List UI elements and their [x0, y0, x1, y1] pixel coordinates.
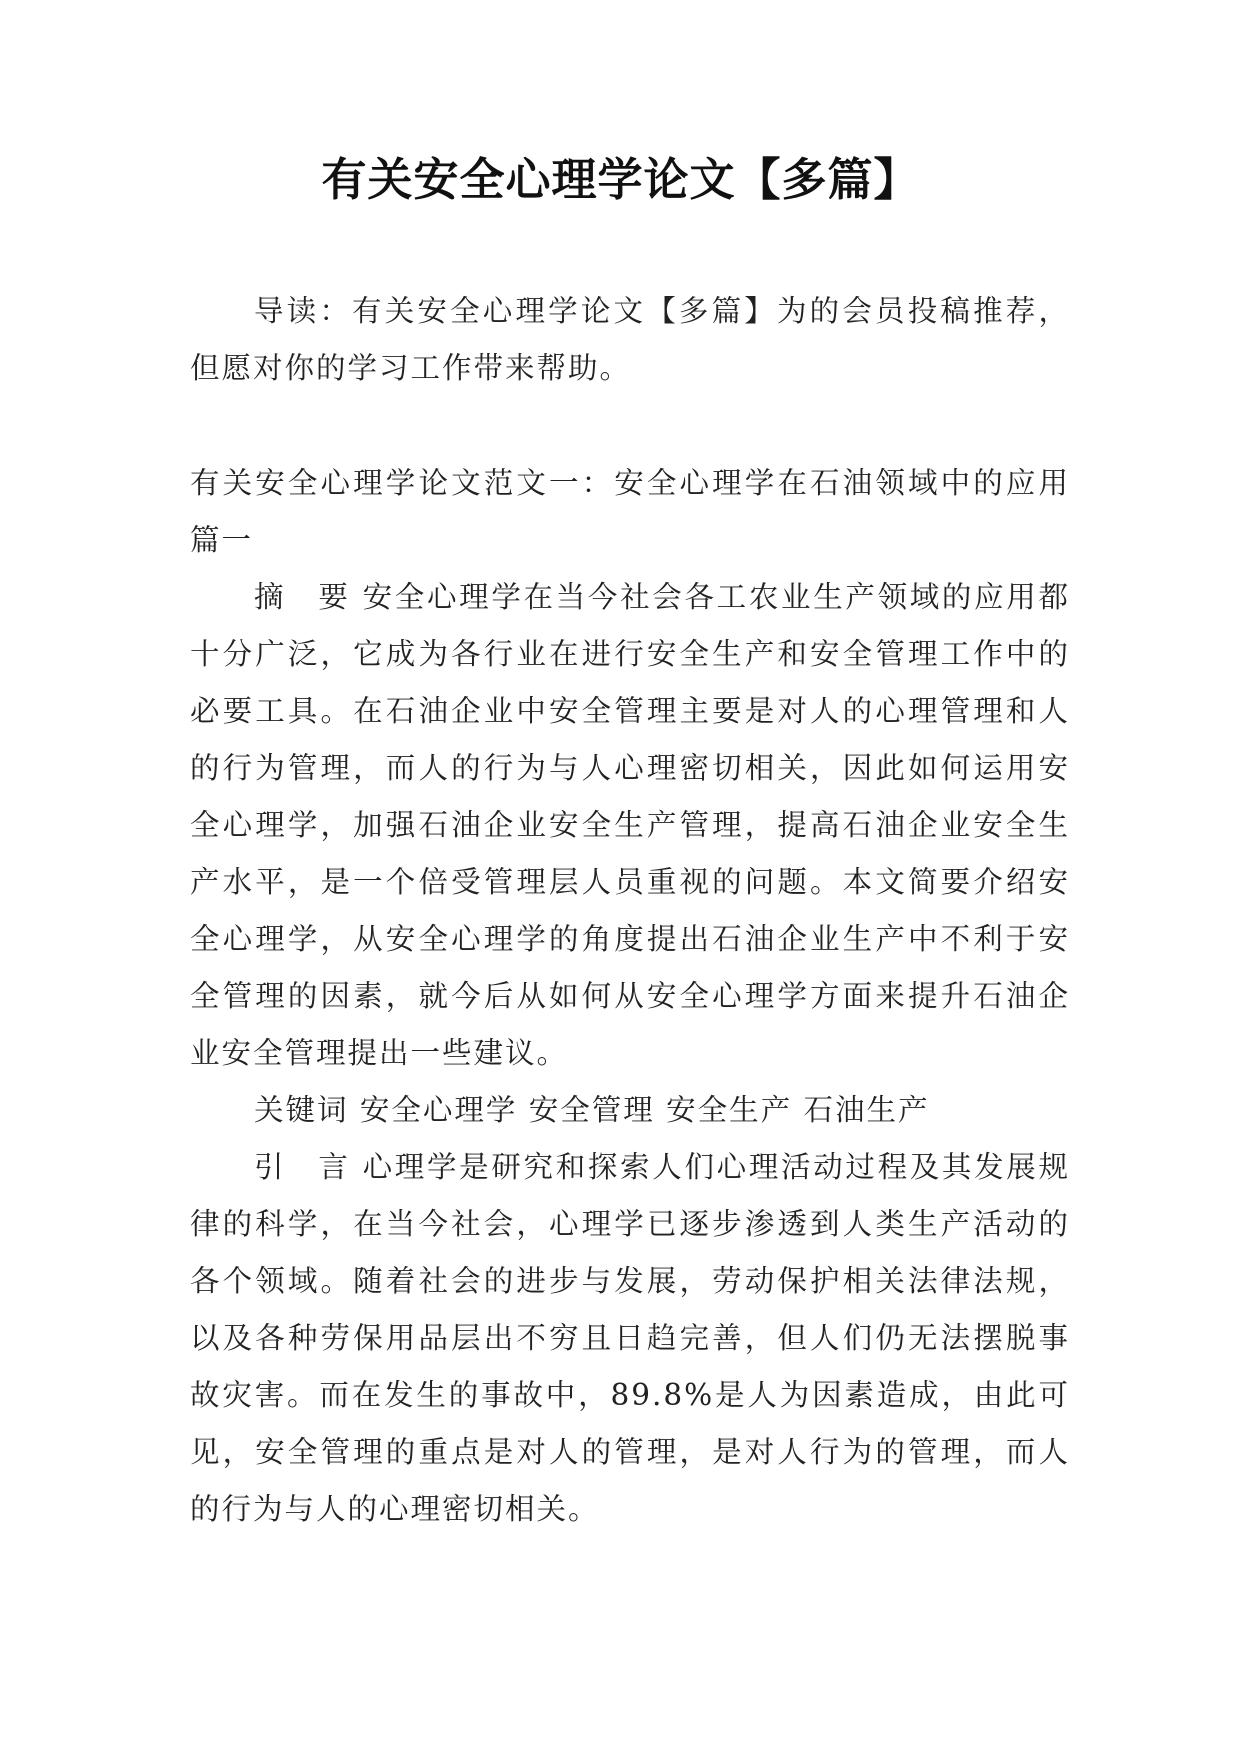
- keywords-paragraph: 关键词 安全心理学 安全管理 安全生产 石油生产: [254, 1093, 930, 1127]
- section-heading: 有关安全心理学论文范文一：安全心理学在石油领域中的应用 篇一: [190, 466, 1070, 557]
- introduction-paragraph: 引 言 心理学是研究和探索人们心理活动过程及其发展规律的科学，在当今社会，心理学已逐步渗透到人类生产活动的各个领域。随着社会的进步与发展，劳动保护相关法律法规，以及各种劳保用品层出不穷且日趋完善，但人们仍无法摆脱事故灾害。而在发生的事故中，89.8%是人为因素造成，由此可见，安全管理的重点是对人的管理，是对人行为的管理，而人的行为与人的心理密切相关。: [190, 1150, 1070, 1526]
- document-title: 有关安全心理学论文【多篇】: [321, 153, 920, 206]
- intro-paragraph: 导读：有关安全心理学论文【多篇】为的会员投稿推荐，但愿对你的学习工作带来帮助。: [190, 294, 1070, 385]
- abstract-paragraph: 摘 要 安全心理学在当今社会各工农业生产领域的应用都十分广泛，它成为各行业在进行安全生产和安全管理工作中的必要工具。在石油企业中安全管理主要是对人的心理管理和人的行为管理，而人的行为与人心理密切相关，因此如何运用安全心理学，加强石油企业安全生产管理，提高石油企业安全生产水平，是一个倍受管理层人员重视的问题。本文简要介绍安全心理学，从安全心理学的角度提出石油企业生产中不利于安全管理的因素，就今后从如何从安全心理学方面来提升石油企业安全管理提出一些建议。: [190, 580, 1070, 1070]
